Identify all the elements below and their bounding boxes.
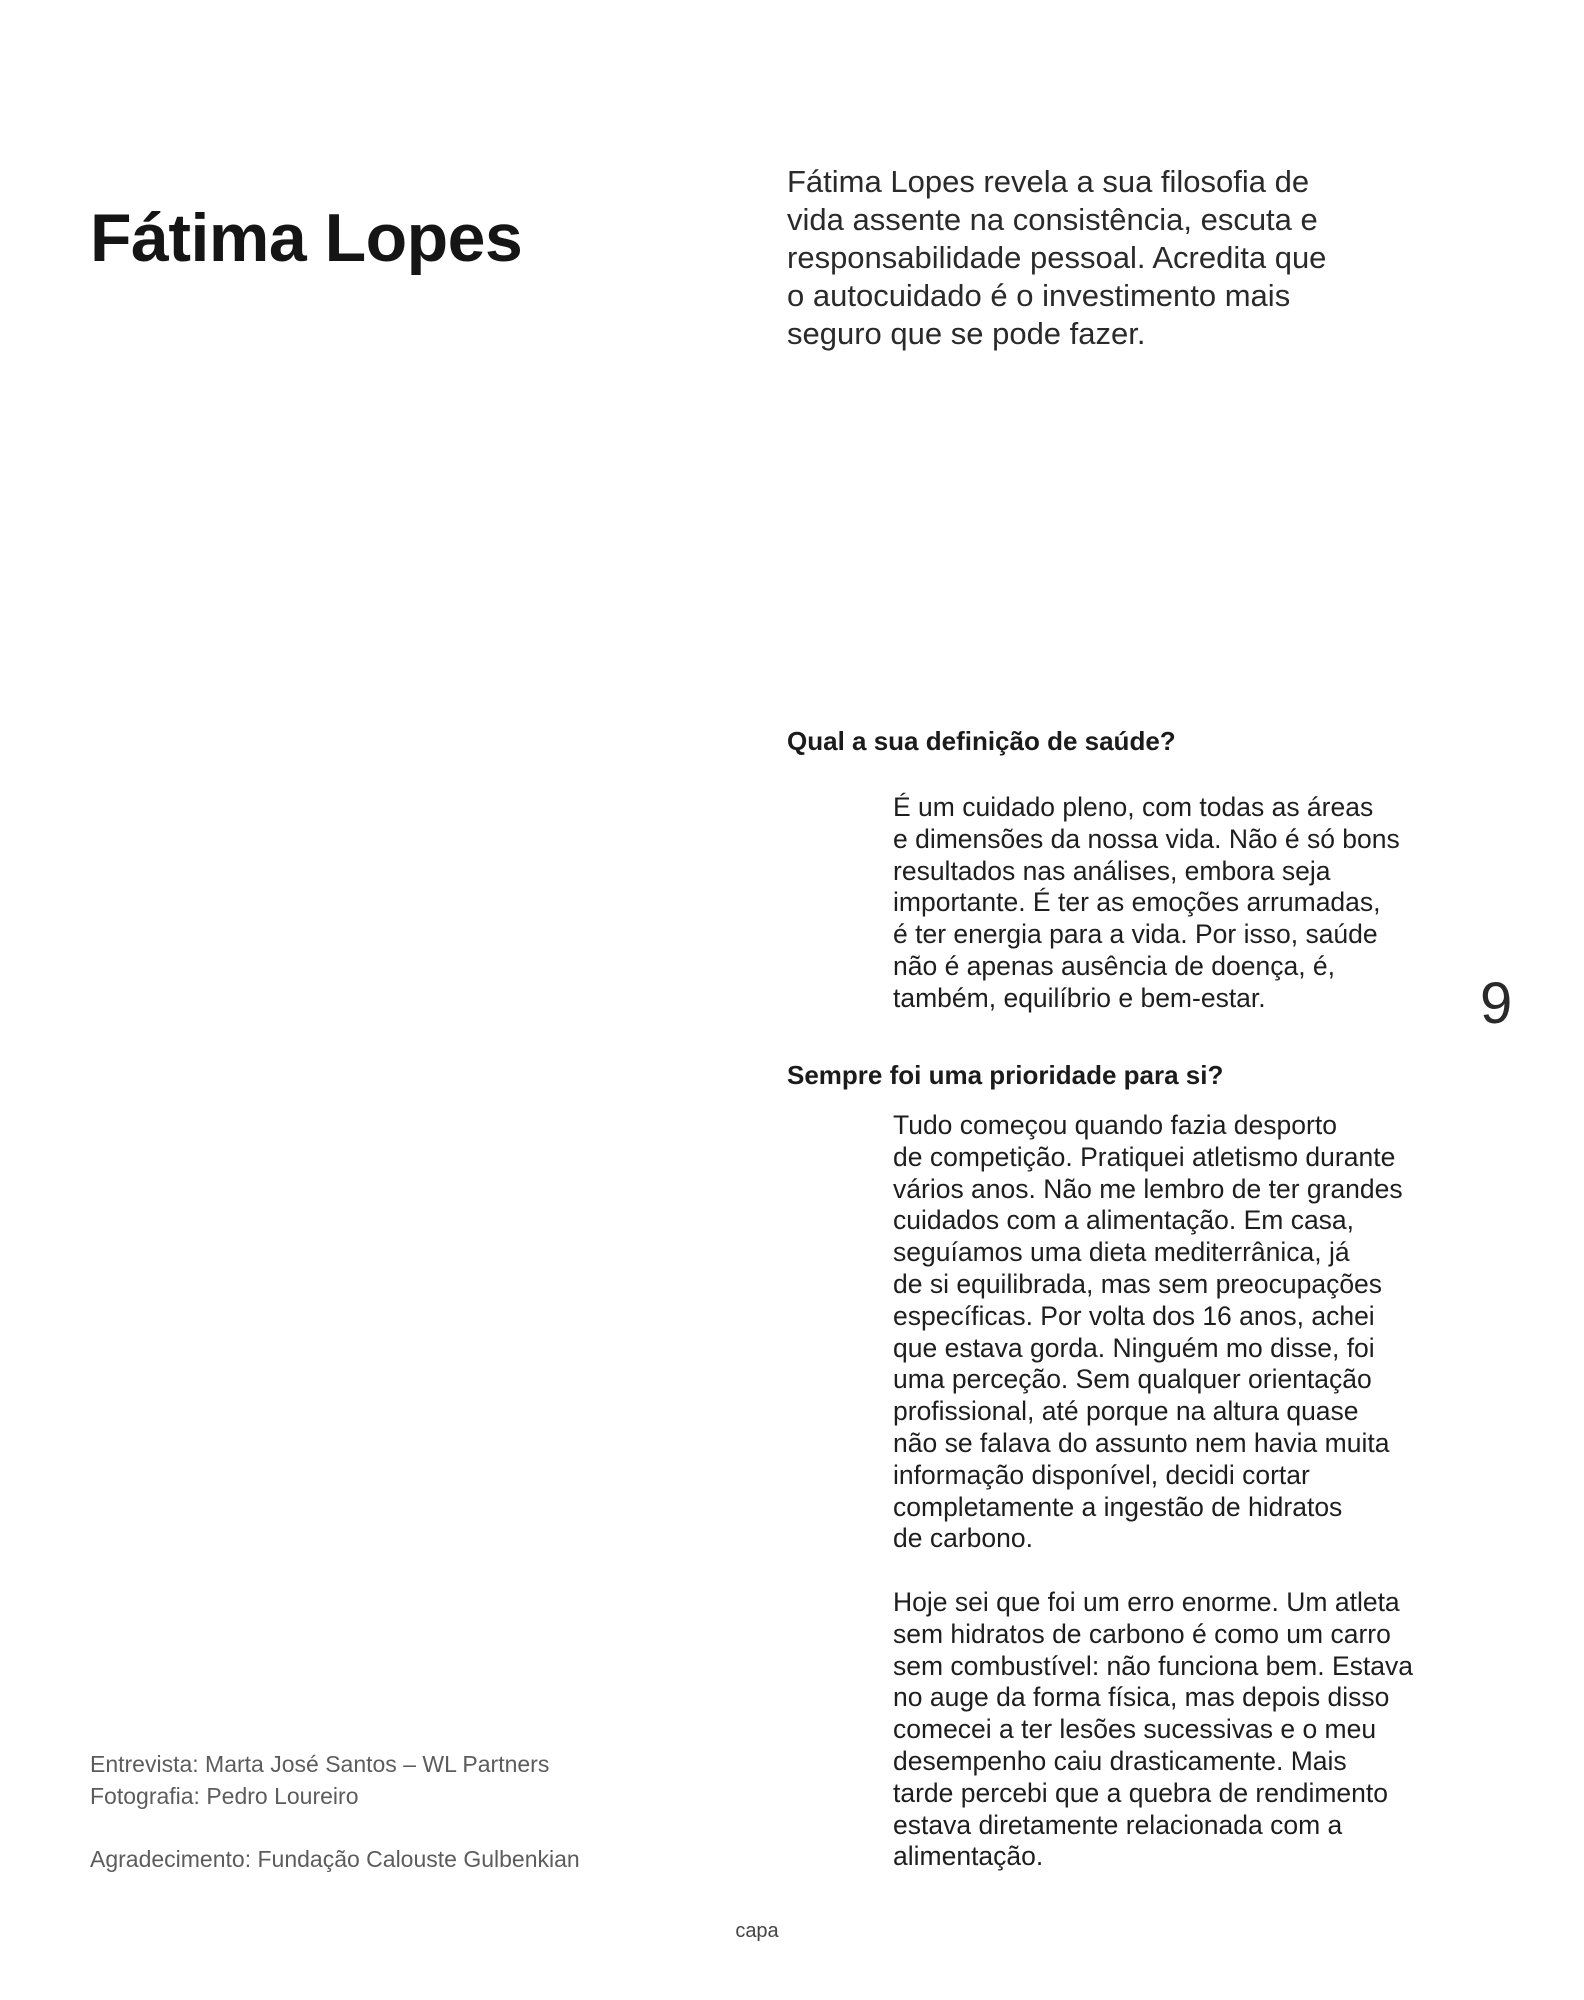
answer-line: uma perceção. Sem qualquer orientação	[893, 1364, 1372, 1395]
answer-2	[893, 1110, 1453, 1555]
answer-line: que estava gorda. Ninguém mo disse, foi	[893, 1332, 1375, 1363]
answer-line: seguíamos uma dieta mediterrânica, já	[893, 1237, 1350, 1268]
answer-line: comecei a ter lesões sucessivas e o meu	[893, 1714, 1377, 1745]
answer-line: profissional, até porque na altura quase	[893, 1396, 1359, 1427]
intro-line: Fátima Lopes revela a sua filosofia de	[787, 164, 1310, 199]
footer-section-label: capa	[735, 1920, 779, 1942]
answer-line: de si equilibrada, mas sem preocupações	[893, 1268, 1383, 1299]
answer-line: Tudo começou quando fazia desporto	[893, 1110, 1337, 1140]
answer-line: também, equilíbrio e bem-estar.	[893, 982, 1266, 1013]
page-number: 9	[1480, 971, 1513, 1036]
answer-line: de competição. Pratiquei atletismo durante	[893, 1141, 1396, 1172]
answer-line: específicas. Por volta dos 16 anos, achei	[893, 1300, 1375, 1331]
answer-line: importante. É ter as emoções arrumadas,	[893, 887, 1381, 918]
answer-line: tarde percebi que a quebra de rendimento	[893, 1777, 1389, 1808]
answer-line: É um cuidado pleno, com todas as áreas	[893, 792, 1374, 822]
answer-line: é ter energia para a vida. Por isso, saúde	[893, 919, 1378, 950]
intro-line: vida assente na consistência, escuta e	[787, 202, 1318, 237]
intro-line: seguro que se pode fazer.	[787, 316, 1146, 351]
question-2: Sempre foi uma prioridade para si?	[787, 1060, 1224, 1090]
answer-line: resultados nas análises, embora seja	[893, 855, 1331, 886]
question-1: Qual a sua definição de saúde?	[787, 726, 1176, 756]
answer-line: e dimensões da nossa vida. Não é só bons	[893, 823, 1400, 854]
answer-line: cuidados com a alimentação. Em casa,	[893, 1205, 1355, 1236]
intro-paragraph	[787, 163, 1407, 353]
answer-line: sem combustível: não funciona bem. Estava	[893, 1650, 1413, 1681]
answer-line: informação disponível, decidi cortar	[893, 1459, 1310, 1490]
photography-credit: Fotografia: Pedro Loureiro	[90, 1783, 359, 1809]
intro-line: o autocuidado é o investimento mais	[787, 278, 1291, 313]
article-title: Fátima Lopes	[90, 199, 523, 276]
answer-line: no auge da forma física, mas depois disso	[893, 1682, 1390, 1713]
answer-line: completamente a ingestão de hidratos	[893, 1491, 1343, 1522]
credits	[90, 1748, 549, 1812]
answer-2-continued	[893, 1587, 1453, 1873]
answer-line: sem hidratos de carbono é como um carro	[893, 1618, 1391, 1649]
answer-1	[893, 792, 1453, 1015]
thanks-credit: Agradecimento: Fundação Calouste Gulbenkian	[90, 1846, 580, 1872]
answer-line: não se falava do assunto nem havia muita	[893, 1427, 1390, 1458]
intro-line: responsabilidade pessoal. Acredita que	[787, 240, 1327, 275]
answer-line: de carbono.	[893, 1523, 1033, 1554]
answer-line: estava diretamente relacionada com a	[893, 1809, 1343, 1840]
interview-credit: Entrevista: Marta José Santos – WL Partners	[90, 1751, 550, 1777]
answer-line: vários anos. Não me lembro de ter grandes	[893, 1173, 1403, 1204]
answer-line: não é apenas ausência de doença, é,	[893, 950, 1336, 981]
answer-line: Hoje sei que foi um erro enorme. Um atleta	[893, 1587, 1400, 1617]
acknowledgement	[90, 1843, 580, 1875]
answer-line: desempenho caiu drasticamente. Mais	[893, 1745, 1347, 1776]
answer-line: alimentação.	[893, 1841, 1044, 1872]
